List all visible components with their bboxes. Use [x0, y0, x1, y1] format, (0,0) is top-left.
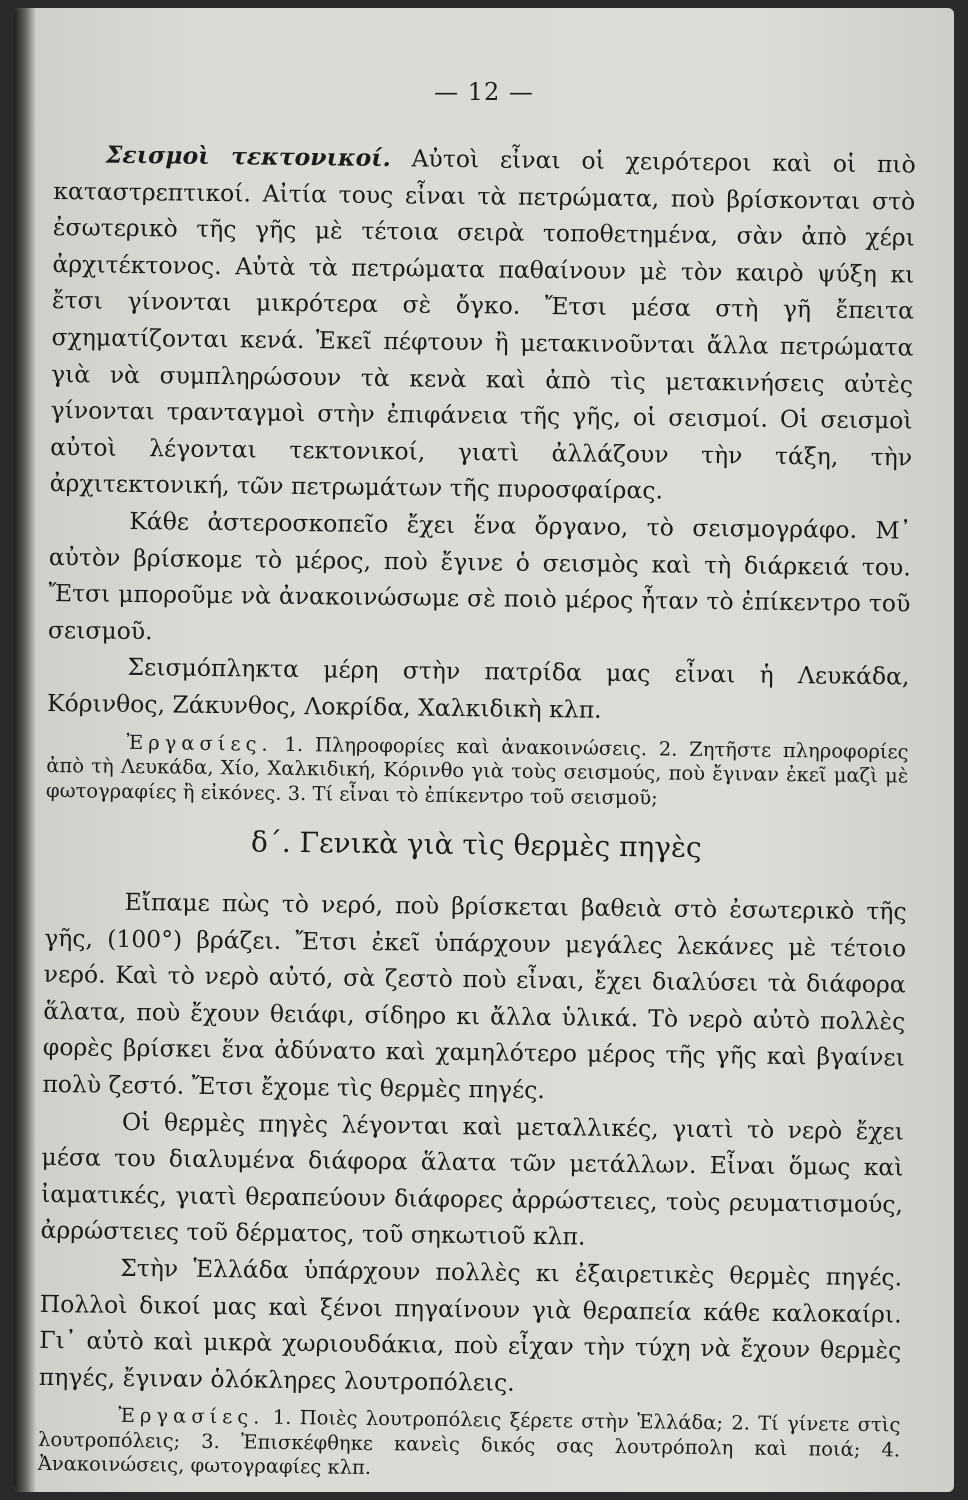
exercises-label: Ἐργασίες.	[118, 1404, 265, 1429]
exercises-text: 1. Πληροφορίες καὶ ἀνακοινώσεις. 2. Ζητῆστε πληροφορίες ἀπὸ τὴ Λευκάδα, Χίο, Χαλκιδική, Κόρινθο γιὰ τοὺς σεισμούς, ποὺ ἔγιναν ἐκεῖ μαζὶ μὲ φωτογραφίες ἢ εἰκόνες. 3. Τί εἶναι τὸ ἐπίκεντρο τοῦ σεισμοῦ;	[45, 732, 909, 809]
exercises-label: Ἐργασίες.	[126, 730, 273, 756]
exercises-block-1	[46, 729, 909, 813]
paragraph-tectonic	[50, 136, 916, 512]
book-page	[14, 8, 954, 1492]
book-spine-shadow	[14, 8, 36, 1492]
paragraph-hot-springs-3: Στὴν Ἑλλάδα ὑπάρχουν πολλὲς κι ἐξαιρετικὲς θερμὲς πηγές. Πολλοὶ δικοί μας καὶ ξένοι πηγαίνουν γιὰ θεραπεία κάθε καλοκαίρι. Γι᾿ αὐτὸ καὶ μικρὰ χωριουδάκια, ποὺ εἶχαν τὴν τύχη νὰ ἔχουν θερμὲς πηγές, ἔγιναν ὁλόκληρες λουτροπόλεις.	[38, 1253, 903, 1397]
exercises-block-2	[38, 1403, 901, 1487]
paragraph-text: Αὐτοὶ εἶναι οἱ χειρότεροι καὶ οἱ πιὸ καταστρεπτικοί. Αἰτία τους εἶναι τὰ πετρώματα, ποὺ βρίσκονται στὸ ἐσωτερικὸ τῆς γῆς μὲ τέτοια σειρὰ τοποθετημένα, σὰν ἀπὸ χέρι ἀρχιτέκτονος. Αὐτὰ τὰ πετρώματα παθαίνουν μὲ τὸν καιρὸ ψύξη κι ἔτσι γίνονται μικρότερα σὲ ὄγκο. Ἔτσι μέσα στὴ γῆ ἔπειτα σχηματίζονται κενά. Ἐκεῖ πέφτουν ἢ μετακινοῦνται ἄλλα πετρώματα γιὰ νὰ συμπληρώσουν τὰ κενὰ καὶ ἀπὸ τὶς μετακινήσεις αὐτὲς γίνονται τρανταγμοὶ στὴν ἐπιφάνεια τῆς γῆς, οἱ σεισμοί. Οἱ σεισμοὶ αὐτοὶ λέγονται τεκτονικοί, γιατὶ ἀλλάζουν τὴν τάξη, τὴν ἀρχιτεκτονική, τῶν πετρωμάτων τῆς πυροσφαίρας.	[49, 144, 916, 505]
section-heading: δ΄. Γενικὰ γιὰ τὶς θερμὲς πηγὲς	[250, 825, 702, 864]
paragraph-regions: Σεισμόπληκτα μέρη στὴν πατρίδα μας εἶναι ἡ Λευκάδα, Κόρινθος, Ζάκυνθος, Λοκρίδα, Χαλκιδικὴ κλπ.	[46, 653, 910, 724]
exercises-text: 1. Ποιὲς λουτροπόλεις ξέρετε στὴν Ἑλλάδα; 2. Τί γίνετε στὶς λουτροπόλεις; 3. Ἐπισκέφθηκε κανεὶς δικός σας λουτρόπολη καὶ ποιά; 4. Ἀνακοινώσεις, φωτογραφίες κλπ.	[37, 1405, 901, 1480]
page-text	[38, 136, 916, 1492]
page-number: — 12 —	[434, 78, 534, 106]
run-in-heading: Σεισμοὶ τεκτονικοί.	[105, 140, 391, 173]
paragraph-hot-springs-2: Οἱ θερμὲς πηγὲς λέγονται καὶ μεταλλικές, γιατὶ τὸ νερὸ ἔχει μέσα του διαλυμένα διάφορα ἅλατα τῶν μετάλλων. Εἶναι ὅμως καὶ ἰαματικές, γιατὶ θεραπεύουν διάφορες ἀρρώστειες, τοὺς ρευματισμούς, ἀρρώστειες τοῦ δέρματος, τοῦ σηκωτιοῦ κλπ.	[40, 1107, 905, 1251]
paragraph-seismograph: Κάθε ἀστεροσκοπεῖο ἔχει ἕνα ὄργανο, τὸ σεισμογράφο. Μ᾿ αὐτὸν βρίσκομε τὸ μέρος, ποὺ ἔγινε ὁ σεισμὸς καὶ τὴ διάρκειά του. Ἔτσι μποροῦμε νὰ ἀνακοινώσωμε σὲ ποιὸ μέρος ἦταν τὸ ἐπίκεντρο τοῦ σεισμοῦ.	[47, 506, 912, 645]
paragraph-hot-springs-1: Εἴπαμε πὼς τὸ νερό, ποὺ βρίσκεται βαθειὰ στὸ ἐσωτερικὸ τῆς γῆς, (100°) βράζει. Ἔτσι ἐκεῖ ὑπάρχουν μεγάλες λεκάνες μὲ τέτοιο νερό. Καὶ τὸ νερὸ αὐτό, σὰ ζεστὸ ποὺ εἶναι, ἔχει διαλύσει τὰ διάφορα ἅλατα, ποὺ ἔχουν θειάφι, σίδηρο κι ἄλλα ὑλικά. Τὸ νερὸ αὐτὸ πολλὲς φορὲς βρίσκει ἕνα ἀδύνατο καὶ χαμηλότερο μέρος τῆς γῆς καὶ βγαίνει πολὺ ζεστό. Ἔτσι ἔχομε τὶς θερμὲς πηγές.	[42, 887, 907, 1105]
